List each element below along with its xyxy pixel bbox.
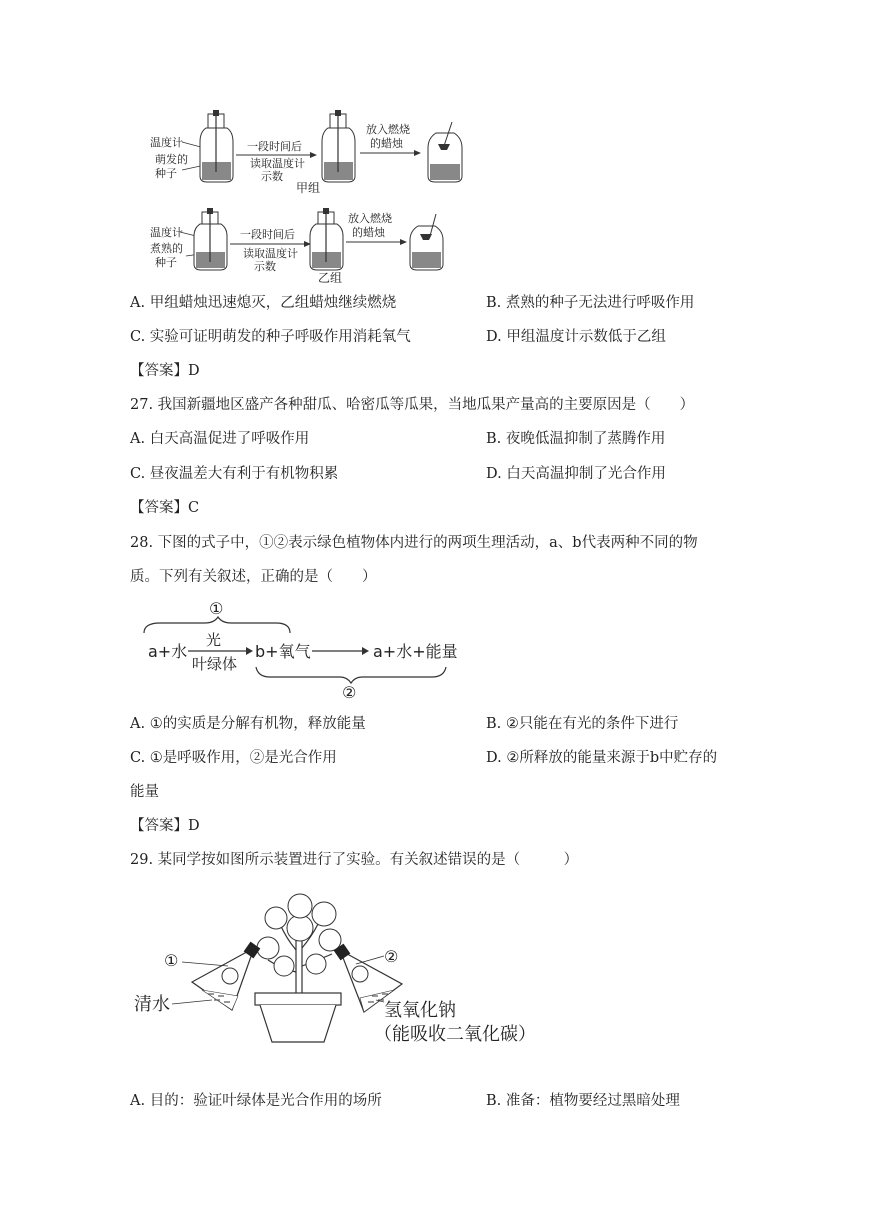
jar-candle-b [410,214,443,270]
q27-option-c[interactable]: C. 昼夜温差大有利于有机物积累 [130,466,339,482]
q26-answer: 【答案】D [130,363,200,379]
formula-chloroplast: 叶绿体 [192,655,238,673]
jar-sprouting-seeds-later [322,110,355,182]
plant-leaves [257,894,341,976]
q28-option-a[interactable]: A. ①的实质是分解有机物，释放能量 [130,716,366,732]
formula-middle: b+氧气 [255,642,311,661]
label-naoh-note: （能吸收二氧化碳） [374,1024,536,1045]
formula-circle-2: ② [342,683,357,702]
q27-option-a[interactable]: A. 白天高温促进了呼吸作用 [130,431,310,447]
photosynthesis-respiration-formula [0,595,869,715]
arrow1-top-b: 一段时间后 [240,228,295,241]
q27-option-d[interactable]: D. 白天高温抑制了光合作用 [486,466,666,482]
q28-option-d[interactable]: D. ②所释放的能量来源于b中贮存的 [486,750,718,766]
arrow2-top-a-2: 的蜡烛 [370,137,403,150]
label-circle-1: ① [164,951,179,970]
q28-option-b[interactable]: B. ②只能在有光的条件下进行 [486,716,679,732]
jar-candle-a [428,122,462,182]
bag-left-water [192,942,260,1010]
arrow2-top-b-1: 放入燃烧 [348,212,392,225]
arrow1-bottom-b-2: 示数 [254,260,276,273]
jar-boiled-seeds-later [310,208,343,270]
group-a-label: 甲组 [296,181,321,195]
jar-sprouting-seeds [200,110,233,182]
group-b-label: 乙组 [318,271,343,285]
label-thermometer-b: 温度计 [150,226,183,239]
q27-answer: 【答案】C [130,500,200,516]
label-circle-2: ② [384,947,399,966]
arrow1-bottom-a-2: 示数 [261,170,283,183]
q28-stem-line2: 质。下列有关叙述，正确的是（ ） [130,569,377,585]
arrow1-bottom-a-1: 读取温度计 [250,157,305,170]
arrow1-top-a: 一段时间后 [247,140,302,153]
q28-option-d-continued: 能量 [130,784,159,800]
q27-option-b[interactable]: B. 夜晚低温抑制了蒸腾作用 [486,431,666,447]
q28-option-c[interactable]: C. ①是呼吸作用，②是光合作用 [130,750,337,766]
q27-stem: 27. 我国新疆地区盛产各种甜瓜、哈密瓜等瓜果，当地瓜果产量高的主要原因是（ ） [130,397,695,413]
formula-light: 光 [206,631,222,649]
arrow2-top-b-2: 的蜡烛 [352,226,385,239]
q26-option-d[interactable]: D. 甲组温度计示数低于乙组 [486,329,666,345]
label-boiled-seeds-2: 种子 [155,256,177,269]
formula-left: a+水 [148,642,188,661]
formula-circle-1: ① [209,599,224,618]
q26-option-c[interactable]: C. 实验可证明萌发的种子呼吸作用消耗氧气 [130,329,411,345]
q29-stem: 29. 某同学按如图所示装置进行了实验。有关叙述错误的是（ ） [130,852,579,868]
jar-boiled-seeds [194,208,227,270]
q26-option-b[interactable]: B. 煮熟的种子无法进行呼吸作用 [486,295,695,311]
q29-option-a[interactable]: A. 目的：验证叶绿体是光合作用的场所 [130,1093,382,1109]
label-naoh: 氢氧化钠 [384,1000,456,1021]
q29-option-b[interactable]: B. 准备：植物要经过黑暗处理 [486,1093,680,1109]
formula-right: a+水+能量 [373,642,458,661]
arrow2-top-a-1: 放入燃烧 [366,123,410,136]
row-group-a [150,110,462,195]
flower-pot [255,993,341,1042]
plant-bag-experiment-diagram [0,880,869,1080]
q28-stem-line1: 28. 下图的式子中，①②表示绿色植物体内进行的两项生理活动，a、b代表两种不同的物 [130,535,698,551]
label-sprouting-seeds-1: 萌发的 [155,153,188,166]
experiment-diagram-q26 [0,0,869,290]
arrow1-bottom-b-1: 读取温度计 [243,247,298,260]
row-group-b [150,208,443,285]
label-boiled-seeds-1: 煮熟的 [150,242,183,255]
label-water: 清水 [134,994,170,1015]
label-sprouting-seeds-2: 种子 [155,167,177,180]
label-thermometer-a: 温度计 [150,136,183,149]
q28-answer: 【答案】D [130,818,200,834]
q26-option-a[interactable]: A. 甲组蜡烛迅速熄灭，乙组蜡烛继续燃烧 [130,295,397,311]
